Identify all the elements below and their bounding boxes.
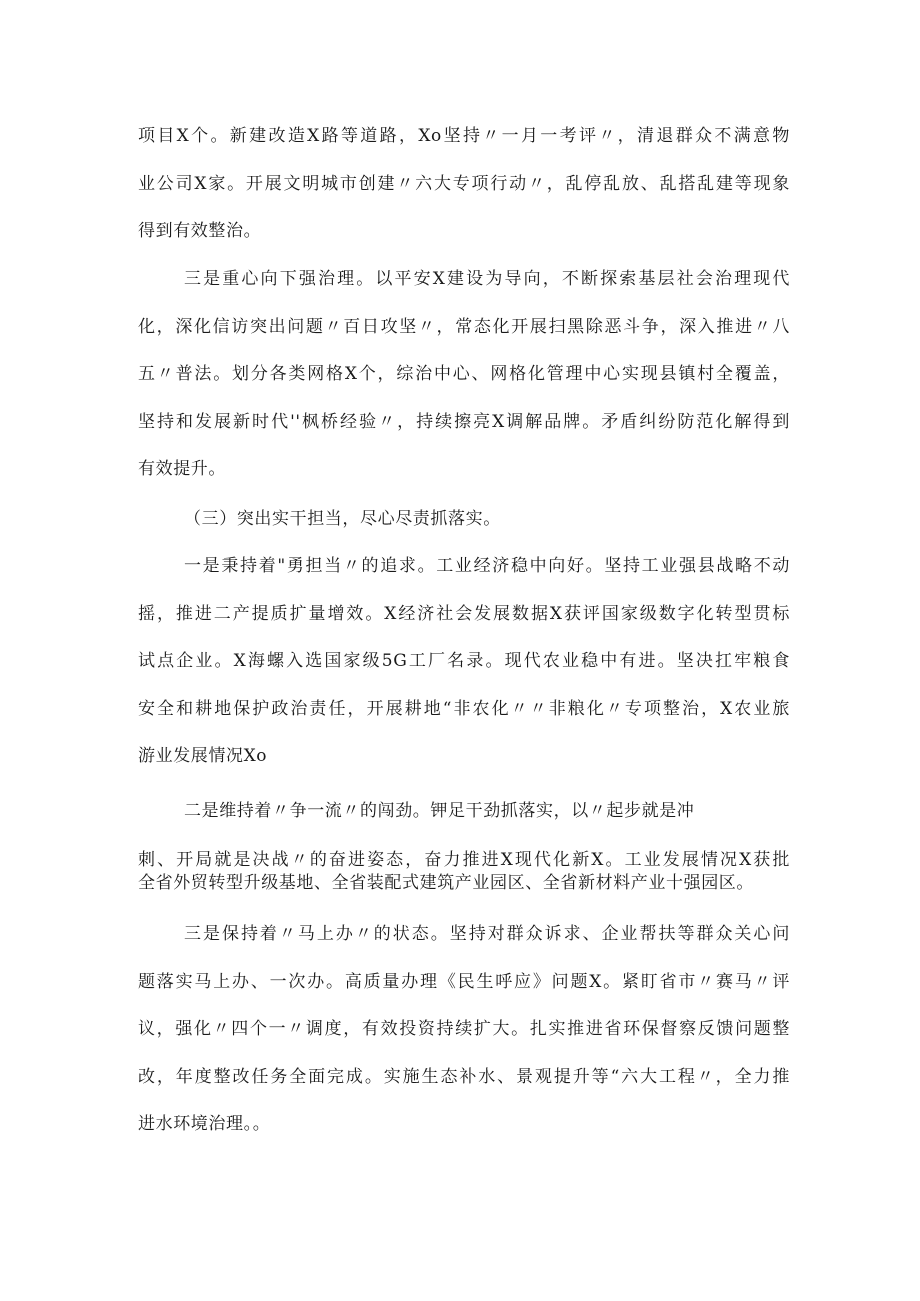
text-line: 摇，推进二产提质扩量增效。X经济社会发展数据X获评国家级数字化转型贯标 — [138, 603, 790, 624]
text-line: 坚持和发展新时代''枫桥经验〃，持续擦亮X调解品牌。矛盾纠纷防范化解得到 — [138, 411, 790, 432]
text-line: 安全和耕地保护政治责任，开展耕地“非农化〃〃非粮化〃专项整治，X农业旅 — [138, 698, 790, 719]
text-line: 三是重心向下强治理。以平安X建设为导向，不断探索基层社会治理现代 — [184, 269, 790, 289]
text-line: 五〃普法。划分各类网格X个，综治中心、网格化管理中心实现县镇村全覆盖， — [138, 364, 790, 384]
text-line: 进水环境治理。。 — [138, 1114, 271, 1134]
text-line: 有效提升。 — [138, 459, 226, 479]
paragraph-first-class-continued — [138, 849, 790, 895]
text-line: 试点企业。X海螺入选国家级5G工厂名录。现代农业稳中有进。坚决扛牢粮食 — [138, 651, 790, 671]
paragraph-responsibility — [138, 543, 790, 781]
text-line: 题落实马上办、一次办。高质量办理《民生呼应》问题X。紧盯省市〃赛马〃评 — [138, 971, 790, 992]
text-line: 业公司X家。开展文明城市创建〃六大专项行动〃，乱停乱放、乱搭乱建等现象 — [138, 173, 790, 194]
text-line: 化，深化信访突出问题〃百日攻坚〃，常态化开展扫黑除恶斗争，深入推进〃八 — [138, 316, 790, 337]
text-line: 二是维持着〃争一流〃的闯劲。钾足干劲抓落实，以〃起步就是冲 — [184, 801, 695, 821]
text-line: 游业发展情况Xo — [138, 746, 268, 766]
section-heading: （三）突出实干担当，尽心尽责抓落实。 — [184, 509, 501, 529]
text-line: 改，年度整改任务全面完成。实施生态补水、景观提升等“六大工程〃，全力推 — [138, 1066, 790, 1087]
text-line: 议，强化〃四个一〃调度，有效投资持续扩大。扎实推进省环保督察反馈问题整 — [138, 1019, 790, 1039]
paragraph-governance — [138, 256, 790, 494]
text-line: 项目X个。新建改造X路等道路，Xo坚持〃一月一考评〃，清退群众不满意物 — [138, 126, 790, 146]
text-line: 得到有效整治。 — [138, 221, 262, 241]
paragraph-immediate-action — [138, 911, 790, 1149]
text-line: 全省外贸转型升级基地、全省装配式建筑产业园区、全省新材料产业十强园区。 — [138, 873, 754, 893]
text-line: 一是秉持着"勇担当〃的追求。工业经济稳中向好。坚持工业强县战略不动 — [184, 556, 790, 576]
paragraph-projects — [138, 113, 790, 256]
text-line: 刺、开局就是决战〃的奋进姿态，奋力推进X现代化新X。工业发展情况X获批 — [138, 850, 790, 870]
text-line: 三是保持着〃马上办〃的状态。坚持对群众诉求、企业帮扶等群众关心问 — [184, 924, 790, 944]
paragraph-first-class — [138, 788, 790, 836]
